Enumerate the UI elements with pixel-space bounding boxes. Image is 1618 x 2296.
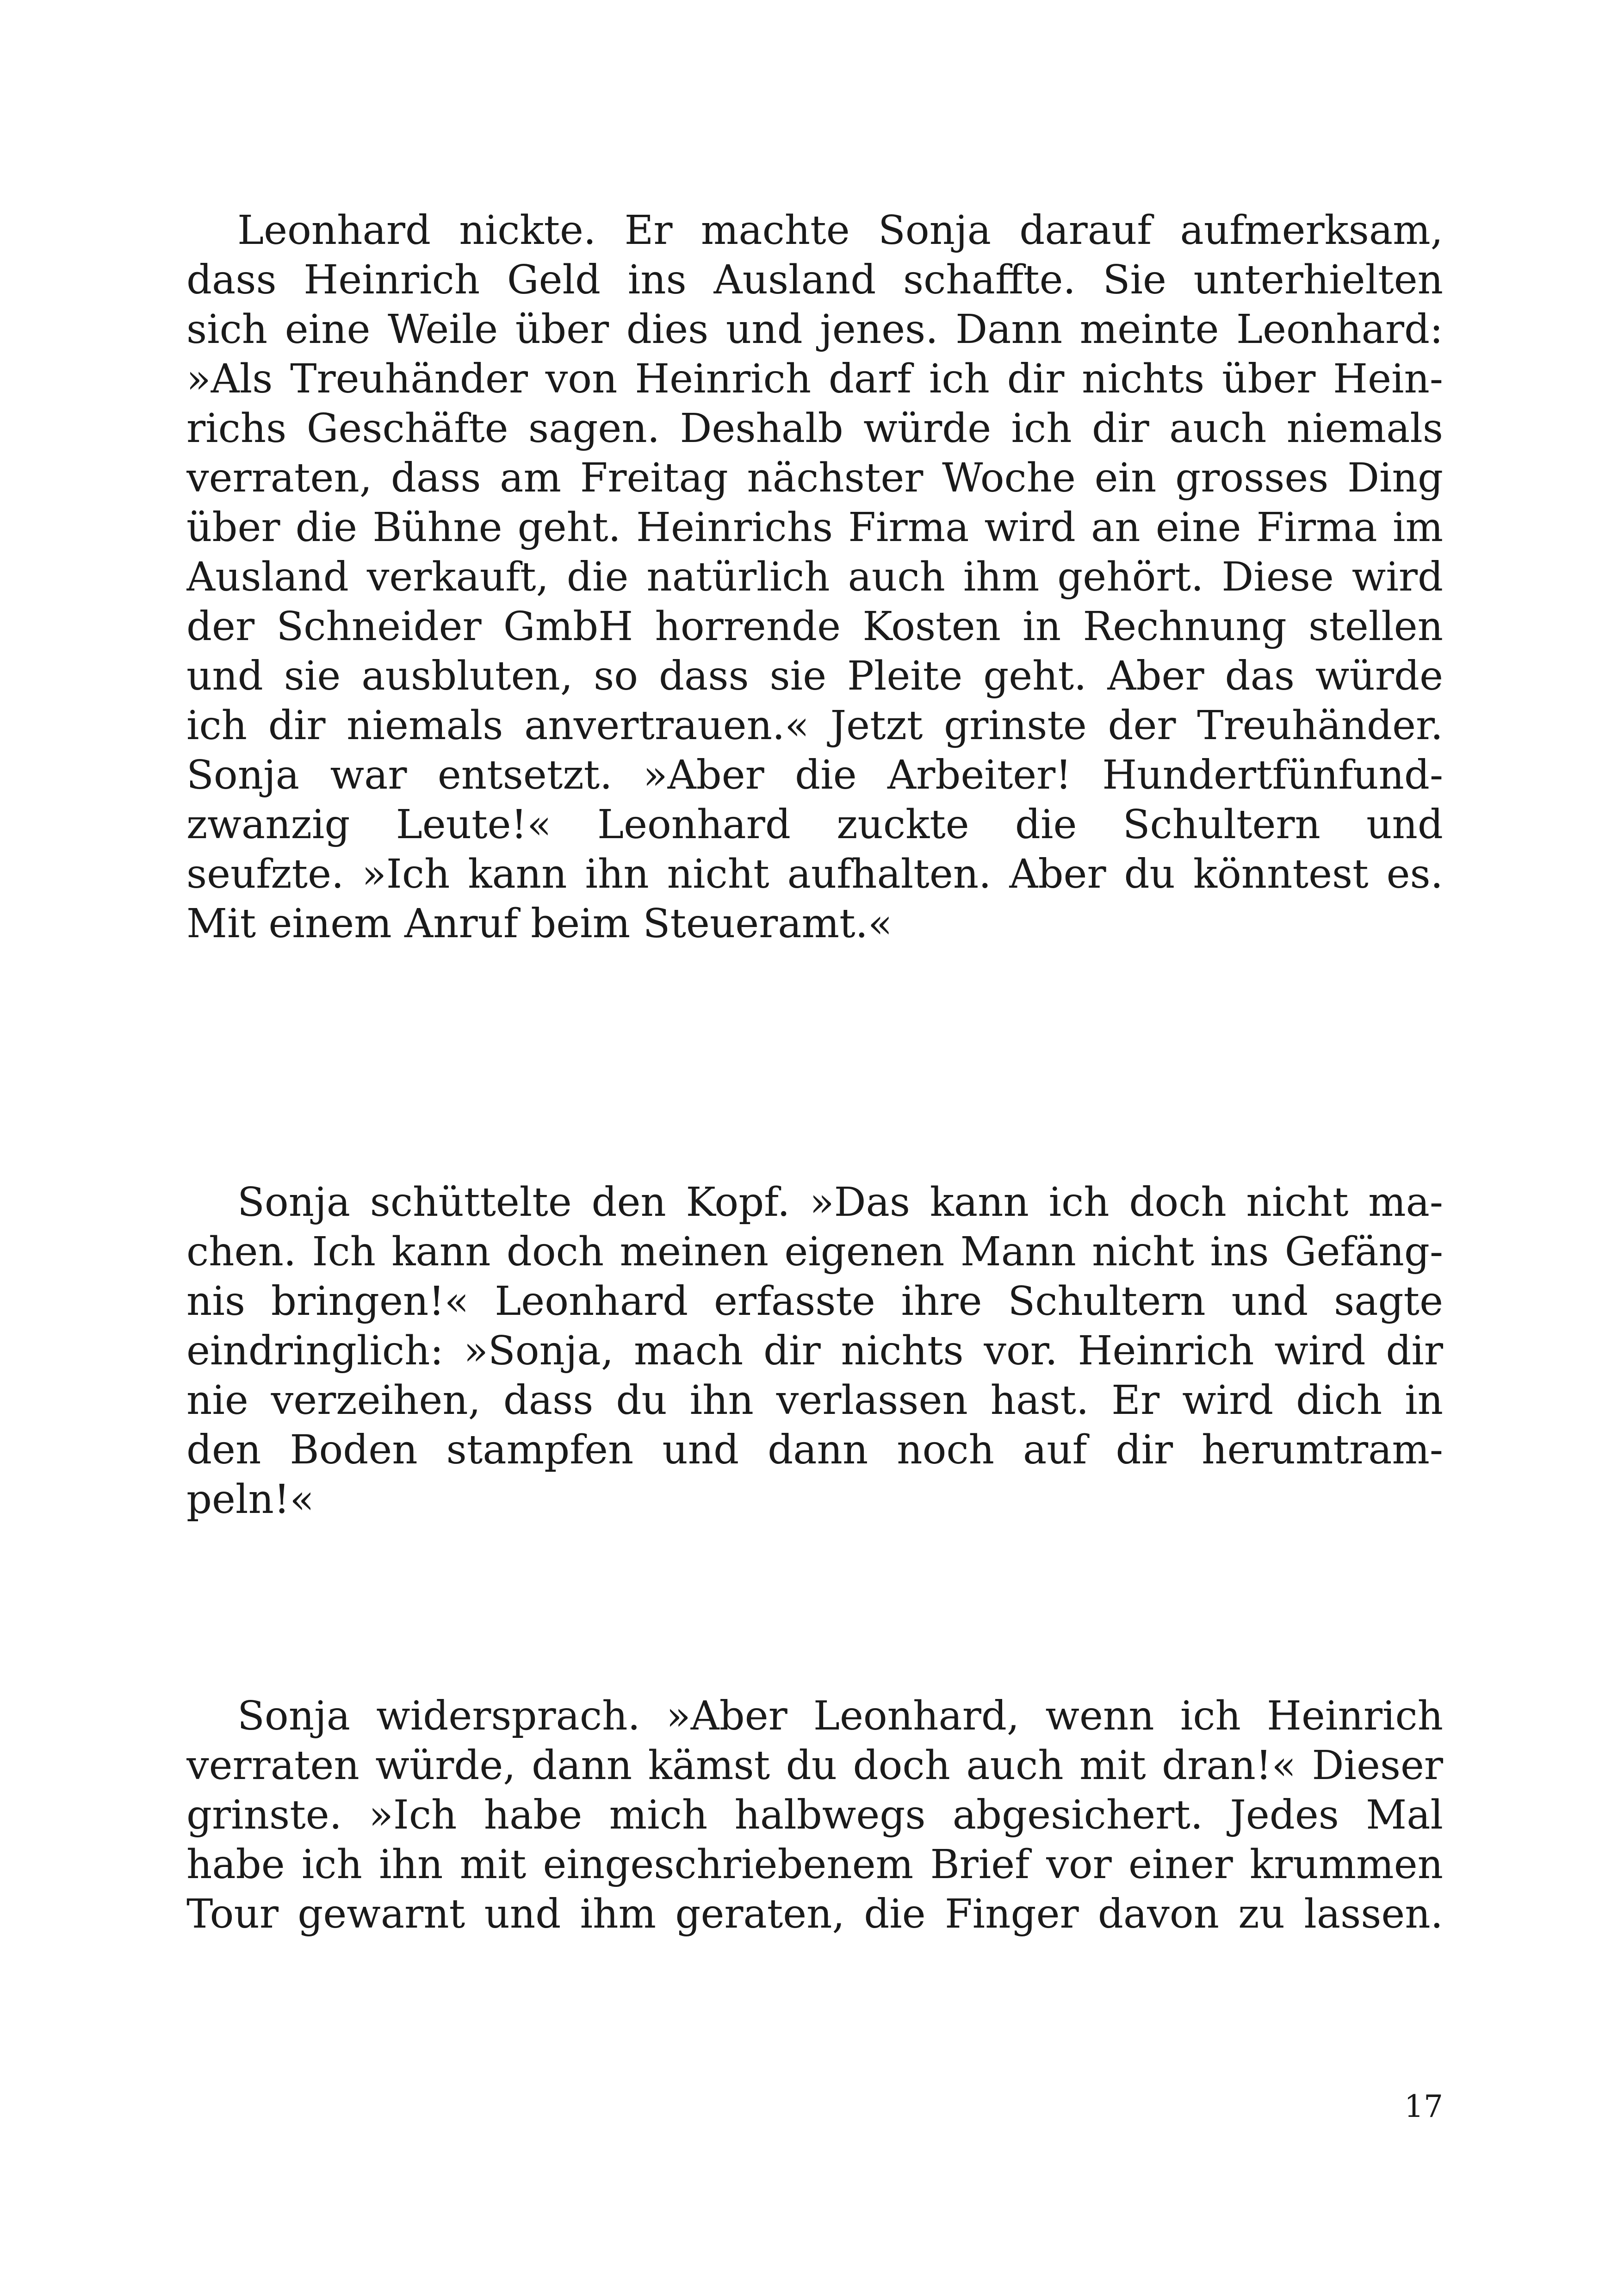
text-line: Sonja schüttelte den Kopf. »Das kann ich doch nicht ma- bbox=[237, 1179, 1443, 1226]
text-line: sich eine Weile über dies und jenes. Dann meinte Leonhard: bbox=[186, 306, 1443, 353]
text-line: »Als Treuhänder von Heinrich darf ich dir nichts über Hein- bbox=[186, 356, 1443, 402]
paragraph bbox=[186, 1178, 1443, 1524]
text-line: nis bringen!« Leonhard erfasste ihre Schultern und sagte bbox=[186, 1278, 1443, 1325]
text-line: über die Bühne geht. Heinrichs Firma wird an eine Firma im bbox=[186, 504, 1443, 551]
text-line: Leonhard nickte. Er machte Sonja darauf aufmerksam, bbox=[237, 207, 1443, 254]
text-line: Sonja war entsetzt. »Aber die Arbeiter! Hundertfünfund- bbox=[186, 752, 1443, 798]
text-line: verraten, dass am Freitag nächster Woche ein grosses Ding bbox=[186, 455, 1443, 501]
text-line: habe ich ihn mit eingeschriebenem Brief vor einer krummen bbox=[186, 1842, 1443, 1888]
text-line: chen. Ich kann doch meinen eigenen Mann nicht ins Gefäng- bbox=[186, 1229, 1443, 1275]
text-line: verraten würde, dann kämst du doch auch mit dran!« Dieser bbox=[186, 1742, 1443, 1789]
text-line: seufzte. »Ich kann ihn nicht aufhalten. Aber du könntest es. bbox=[186, 851, 1443, 897]
paragraph bbox=[186, 1692, 1443, 1939]
page-number: 17 bbox=[1404, 2089, 1443, 2124]
text-line: Sonja widersprach. »Aber Leonhard, wenn ich Heinrich bbox=[237, 1693, 1443, 1739]
text-line: peln!« bbox=[186, 1476, 315, 1523]
text-line: zwanzig Leute!« Leonhard zuckte die Schultern und bbox=[186, 802, 1443, 848]
paragraph bbox=[186, 206, 1443, 949]
text-line: ich dir niemals anvertrauen.« Jetzt grinste der Treuhänder. bbox=[186, 703, 1443, 749]
text-line: den Boden stampfen und dann noch auf dir herumtram- bbox=[186, 1427, 1443, 1473]
text-line: Ausland verkauft, die natürlich auch ihm gehört. Diese wird bbox=[186, 554, 1443, 600]
text-line: dass Heinrich Geld ins Ausland schaffte. Sie unterhielten bbox=[186, 257, 1443, 303]
text-line: Tour gewarnt und ihm geraten, die Finger davon zu lassen. bbox=[186, 1891, 1443, 1937]
text-line: der Schneider GmbH horrende Kosten in Rechnung stellen bbox=[186, 604, 1443, 650]
text-line: nie verzeihen, dass du ihn verlassen hast. Er wird dich in bbox=[186, 1377, 1443, 1424]
text-line: grinste. »Ich habe mich halbwegs abgesichert. Jedes Mal bbox=[186, 1792, 1443, 1838]
text-line: Mit einem Anruf beim Steueramt.« bbox=[186, 901, 893, 947]
text-line: und sie ausbluten, so dass sie Pleite geht. Aber das würde bbox=[186, 653, 1443, 699]
text-line: richs Geschäfte sagen. Deshalb würde ich dir auch niemals bbox=[186, 405, 1443, 452]
text-line: eindringlich: »Sonja, mach dir nichts vor. Heinrich wird dir bbox=[186, 1328, 1443, 1374]
